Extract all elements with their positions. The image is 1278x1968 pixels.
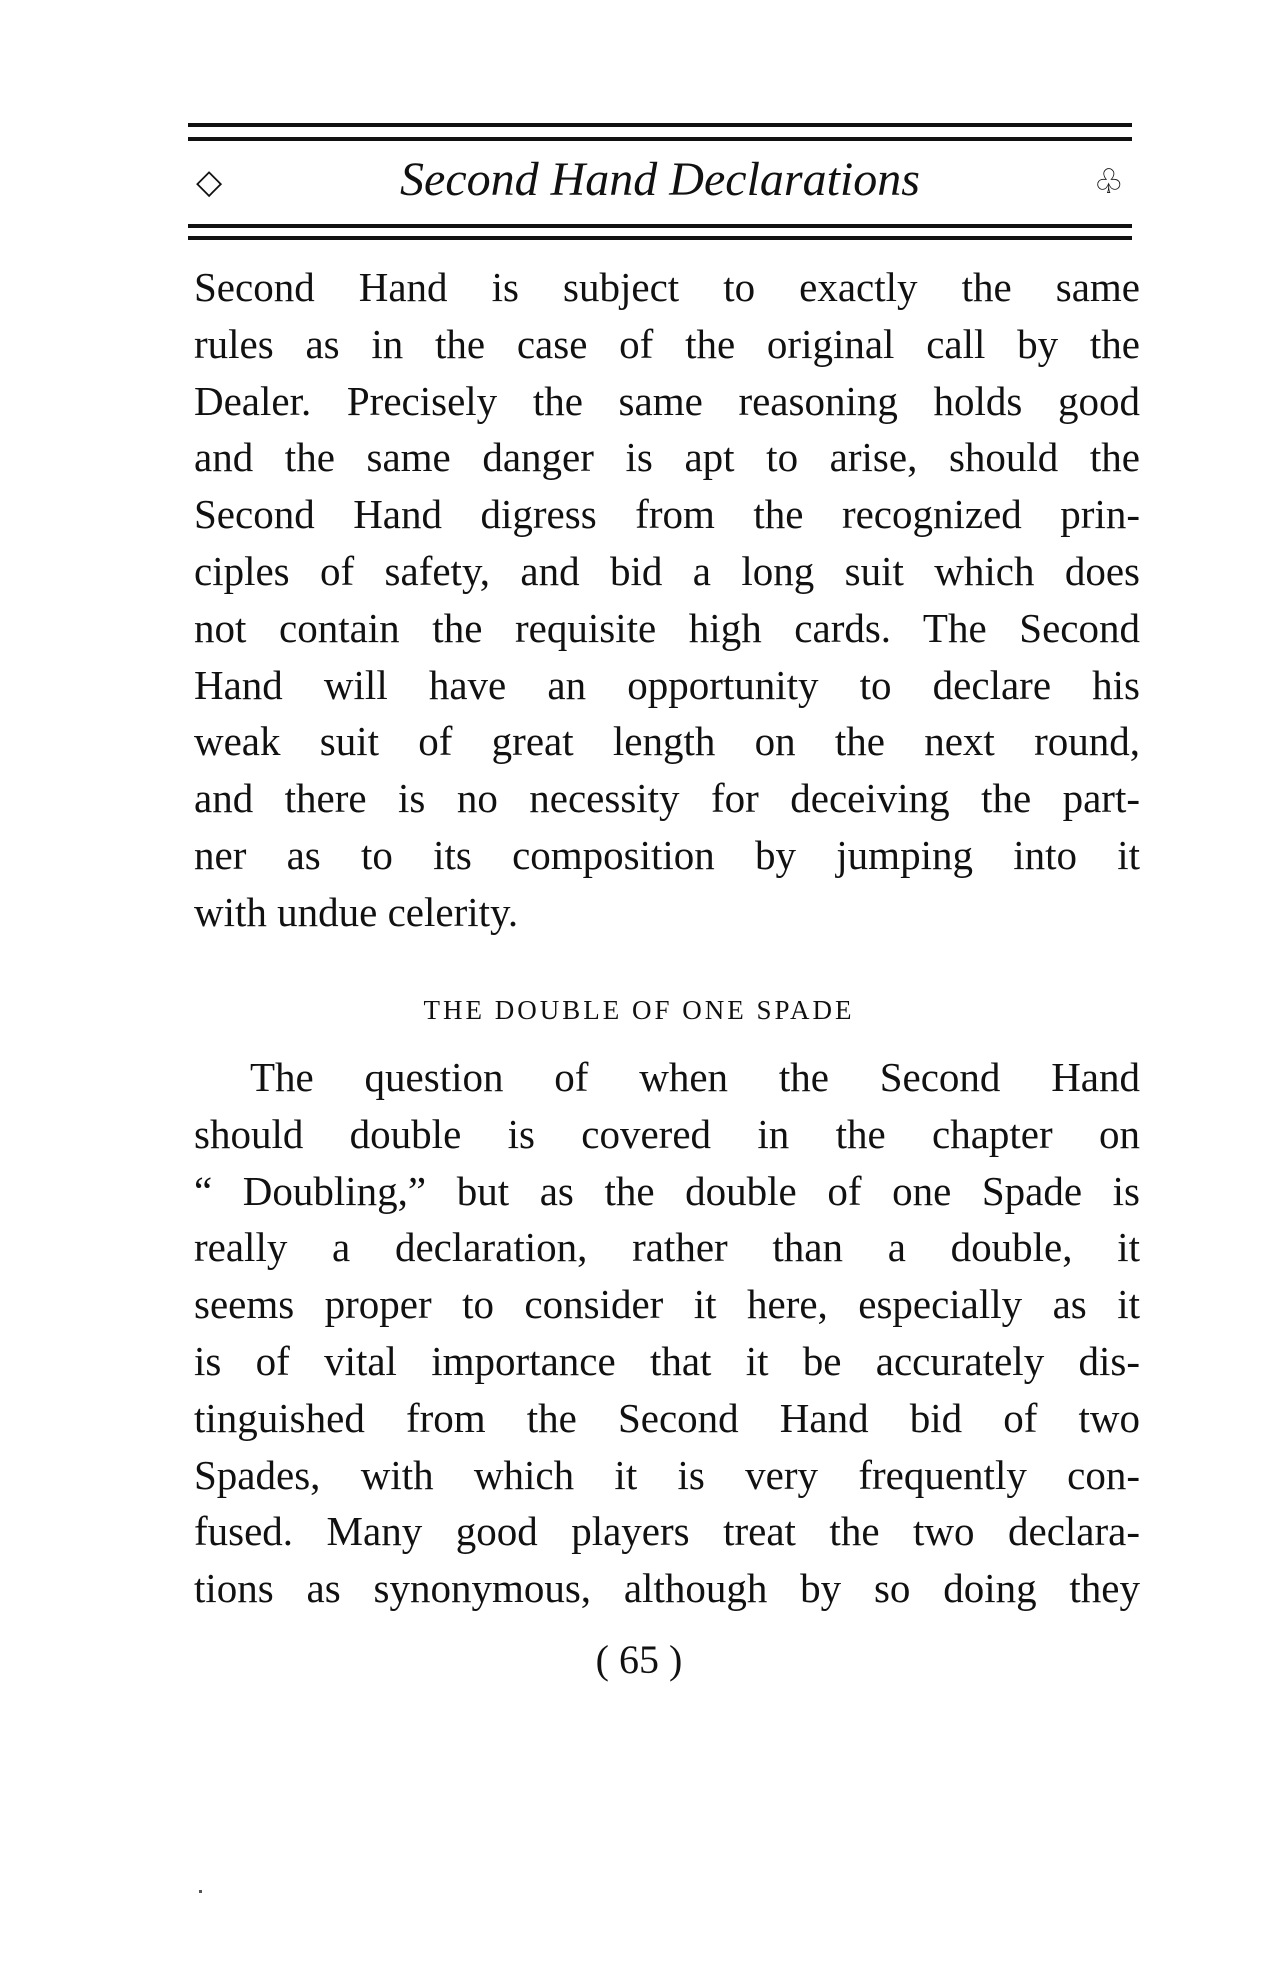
text-line: fused. Many good players treat the two declara- (194, 1508, 1140, 1555)
running-header (188, 150, 1132, 210)
section-heading: THE DOUBLE OF ONE SPADE (423, 995, 855, 1025)
header-rule-bottom-2 (188, 236, 1132, 240)
text-line: is of vital importance that it be accurately dis- (194, 1338, 1140, 1384)
text-line: and there is no necessity for deceiving the part- (194, 775, 1140, 822)
text-line: tions as synonymous, although by so doing they (194, 1565, 1140, 1612)
text-line: Spades, with which it is very frequently con- (194, 1451, 1140, 1498)
text-line: Second Hand is subject to exactly the same (194, 264, 1140, 310)
text-line: The question of when the Second Hand (250, 1054, 1140, 1100)
text-line: weak suit of great length on the next round, (194, 718, 1140, 765)
club-icon: ♧ (1093, 164, 1124, 201)
text-line: Dealer. Precisely the same reasoning holds good (194, 377, 1140, 424)
header-rule-top-1 (188, 123, 1132, 127)
text-line: tinguished from the Second Hand bid of two (194, 1394, 1140, 1441)
text-line: and the same danger is apt to arise, should the (194, 434, 1140, 481)
header-rule-top-2 (188, 137, 1132, 141)
text-line: Second Hand digress from the recognized prin- (194, 491, 1140, 538)
header-rule-bottom-1 (188, 224, 1132, 228)
page-number: ( 65 ) (595, 1637, 683, 1682)
text-line: ciples of safety, and bid a long suit which does (194, 548, 1140, 594)
speck (199, 1890, 202, 1893)
text-line: rules as in the case of the original call by the (194, 320, 1140, 367)
running-title: Second Hand Declarations (400, 153, 920, 206)
text-line: “ Doubling,” but as the double of one Spade is (194, 1167, 1140, 1214)
text-line: ner as to its composition by jumping into it (194, 832, 1140, 878)
text-line: not contain the requisite high cards. The Second (194, 604, 1140, 651)
text-line: Hand will have an opportunity to declare his (194, 661, 1140, 708)
text-line: with undue celerity. (194, 888, 519, 935)
text-line: really a declaration, rather than a double, it (194, 1224, 1140, 1271)
diamond-icon: ◇ (196, 164, 223, 201)
text-line: seems proper to consider it here, especially as it (194, 1281, 1140, 1328)
text-line: should double is covered in the chapter on (194, 1110, 1140, 1157)
